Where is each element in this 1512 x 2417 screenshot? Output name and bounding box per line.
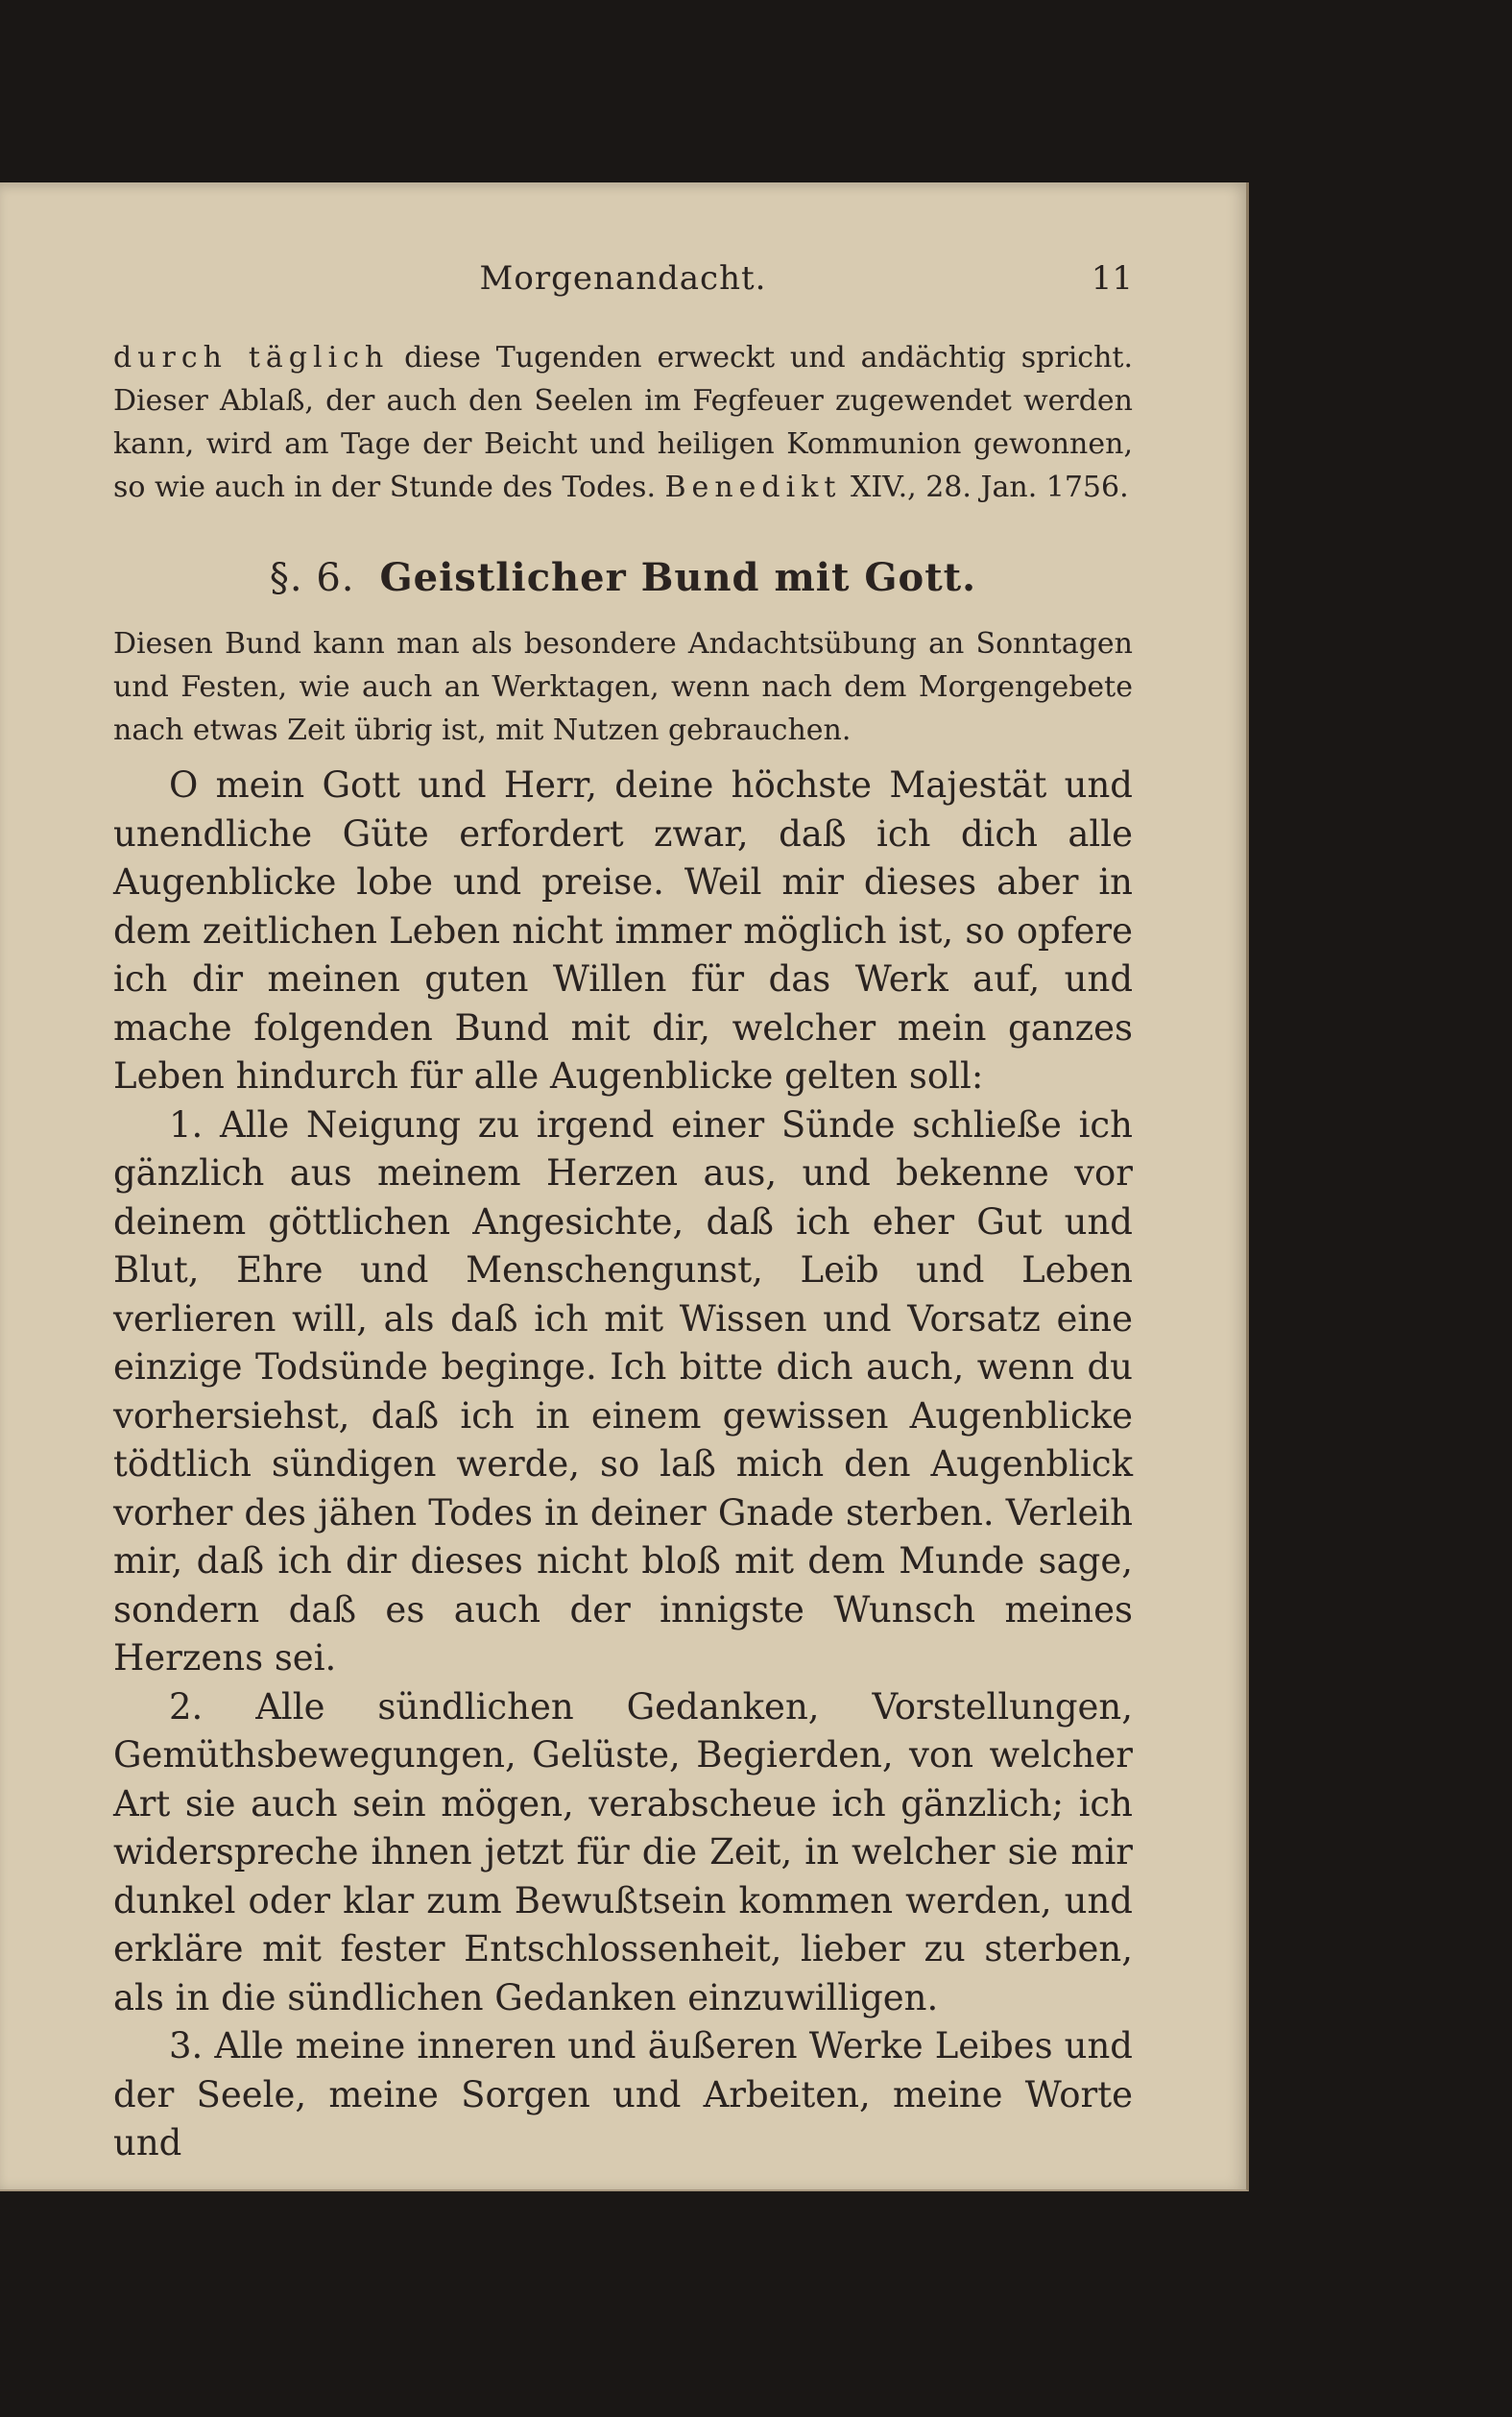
intro-citation: XIV., 28. Jan. 1756. (841, 471, 1129, 504)
page-header (0, 259, 1246, 317)
intro-spaced-word: durch täglich (113, 341, 390, 375)
book-page (0, 182, 1249, 2191)
usage-note: Diesen Bund kann man als besondere Andachtsübung an Sonntagen und Festen, wie auch an Werktagen, wenn nach dem Morgengebete nach etwas Zeit übrig ist, mit Nutzen gebrauchen. (113, 627, 1133, 747)
prayer-point-1: 1. Alle Neigung zu irgend einer Sünde schließe ich gänzlich aus meinem Herzen aus, und bekenne vor deinem göttlichen Angesichte, daß ich eher Gut und Blut, Ehre und Menschengunst, Leib und Leben verlieren will, als daß ich mit Wissen und Vorsatz eine einzige Todsünde beginge. Ich bitte dich auch, wenn du vorhersiehst, daß ich in einem gewissen Augenblicke tödtlich sündigen werde, so laß mich den Augenblick vorher des jähen Todes in deiner Gnade sterben. Verleih mir, daß ich dir dieses nicht bloß mit dem Munde sage, sondern daß es auch der innigste Wunsch meines Herzens sei. (113, 1103, 1133, 1679)
prayer-intro-paragraph: O mein Gott und Herr, deine höchste Majestät und unendliche Güte erfordert zwar, daß ich dich alle Augenblicke lobe und preise. Weil mir dieses aber in dem zeitlichen Leben nicht immer möglich ist, so opfere ich dir meinen guten Willen für das Werk auf, und mache folgenden Bund mit dir, welcher mein ganzes Leben hindurch für alle Augenblicke gelten soll: (113, 764, 1133, 1097)
prayer-point-3: 3. Alle meine inneren und äußeren Werke Leibes und der Seele, meine Sorgen und Arbeiten, meine Worte und (113, 2025, 1133, 2163)
page-body (113, 336, 1133, 2168)
intro-author: Benedikt (664, 471, 842, 504)
intro-text: diese Tugenden erweckt und andächtig spricht. Dieser Ablaß, der auch den Seelen im Fegfeuer zugewendet werden kann, wird am Tage der Beicht und heiligen Kommunion gewonnen, so wie auch in der Stunde des Todes. (113, 341, 1133, 504)
prayer-point-2: 2. Alle sündlichen Gedanken, Vorstellungen, Gemüthsbewegungen, Gelüste, Begierden, von welcher Art sie auch sein mögen, verabscheue ich gänzlich; ich widerspreche ihnen jetzt für die Zeit, in welcher sie mir dunkel oder klar zum Bewußtsein kommen werden, und erkläre mit fester Entschlossenheit, lieber zu sterben, als in die sündlichen Gedanken einzuwilligen. (113, 1685, 1133, 2018)
section-heading (113, 555, 1133, 603)
page-number: 11 (1091, 259, 1133, 298)
running-head: Morgenandacht. (479, 259, 767, 298)
section-number: §. 6. (269, 556, 355, 600)
section-title: Geistlicher Bund mit Gott. (379, 555, 977, 600)
intro-paragraph (113, 336, 1133, 509)
